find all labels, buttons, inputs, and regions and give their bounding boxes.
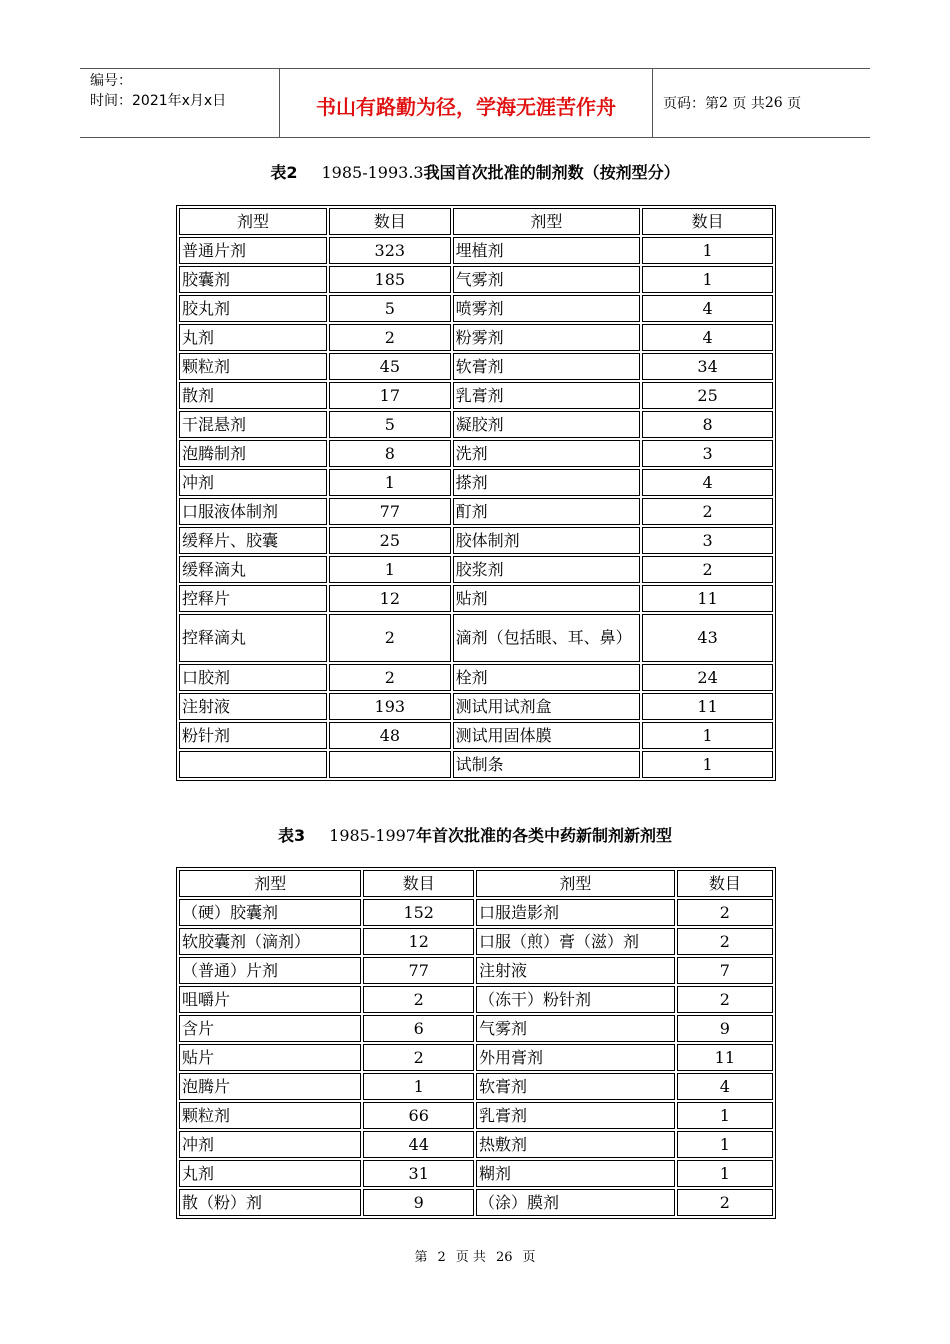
count-cell: 66	[363, 1102, 474, 1129]
count-cell: 185	[329, 266, 451, 293]
count-cell: 77	[363, 957, 474, 984]
dosage-form-cell: 测试用固体膜	[453, 722, 641, 749]
count-cell: 1	[642, 266, 773, 293]
count-cell: 323	[329, 237, 451, 264]
table-row	[179, 324, 773, 351]
table-row	[179, 957, 773, 984]
header-page-info	[653, 69, 870, 137]
column-header: 数目	[677, 870, 773, 897]
count-cell: 1	[329, 469, 451, 496]
count-cell: 34	[642, 353, 773, 380]
count-cell: 2	[363, 986, 474, 1013]
count-cell: 25	[642, 382, 773, 409]
count-cell: 43	[642, 614, 773, 662]
count-cell: 2	[329, 664, 451, 691]
count-cell: 1	[642, 751, 773, 778]
dosage-form-cell: 缓释片、胶囊	[179, 527, 327, 554]
dosage-form-cell: 颗粒剂	[179, 1102, 361, 1129]
dosage-form-cell: 胶浆剂	[453, 556, 641, 583]
footer-prefix: 第	[414, 1250, 428, 1265]
count-cell: 7	[677, 957, 773, 984]
count-cell: 45	[329, 353, 451, 380]
count-cell: 3	[642, 527, 773, 554]
table-row	[179, 353, 773, 380]
count-cell: 12	[363, 928, 474, 955]
serial-label: 编号：	[90, 73, 132, 89]
dosage-form-cell: 搽剂	[453, 469, 641, 496]
table2-caption-label: 表2	[270, 163, 298, 182]
count-cell: 2	[329, 614, 451, 662]
dosage-form-cell: 口服造影剂	[476, 899, 675, 926]
count-cell: 1	[363, 1073, 474, 1100]
dosage-form-cell: 贴剂	[453, 585, 641, 612]
count-cell: 4	[642, 295, 773, 322]
table-row	[179, 382, 773, 409]
table-row	[179, 722, 773, 749]
dosage-form-cell: 凝胶剂	[453, 411, 641, 438]
dosage-form-cell: 试制条	[453, 751, 641, 778]
dosage-form-cell: 乳膏剂	[453, 382, 641, 409]
dosage-form-cell: 冲剂	[179, 469, 327, 496]
count-cell: 9	[677, 1015, 773, 1042]
dosage-form-cell: 埋植剂	[453, 237, 641, 264]
dosage-form-cell: （普通）片剂	[179, 957, 361, 984]
count-cell: 17	[329, 382, 451, 409]
table2-caption	[0, 160, 950, 183]
page-footer	[0, 1246, 950, 1265]
table3-caption-text: 年首次批准的各类中药新制剂新剂型	[415, 826, 672, 845]
column-header: 剂型	[179, 208, 327, 235]
column-header: 数目	[329, 208, 451, 235]
dosage-form-cell: 口服液体制剂	[179, 498, 327, 525]
dosage-form-cell: 口胶剂	[179, 664, 327, 691]
dosage-form-cell: （冻干）粉针剂	[476, 986, 675, 1013]
dosage-form-cell: 干混悬剂	[179, 411, 327, 438]
count-cell: 1	[677, 1131, 773, 1158]
table3-caption-label: 表3	[278, 826, 306, 845]
dosage-form-cell: 贴片	[179, 1044, 361, 1071]
count-cell: 1	[329, 556, 451, 583]
count-cell: 4	[642, 469, 773, 496]
count-cell: 2	[677, 899, 773, 926]
table-row	[179, 527, 773, 554]
table-row	[179, 928, 773, 955]
count-cell: 2	[329, 324, 451, 351]
dosage-form-cell: 糊剂	[476, 1160, 675, 1187]
dosage-form-cell: 注射液	[179, 693, 327, 720]
count-cell	[329, 751, 451, 778]
column-header: 数目	[642, 208, 773, 235]
dosage-form-cell: 含片	[179, 1015, 361, 1042]
count-cell: 2	[642, 498, 773, 525]
table-row	[179, 664, 773, 691]
dosage-form-cell: （涂）膜剂	[476, 1189, 675, 1216]
dosage-form-cell: 气雾剂	[453, 266, 641, 293]
count-cell: 77	[329, 498, 451, 525]
table-row	[179, 1073, 773, 1100]
table-row	[179, 440, 773, 467]
table-row	[179, 469, 773, 496]
footer-total: 26	[495, 1250, 513, 1265]
count-cell: 25	[329, 527, 451, 554]
table-row	[179, 986, 773, 1013]
dosage-form-cell: （硬）胶囊剂	[179, 899, 361, 926]
table-row	[179, 237, 773, 264]
dosage-form-cell: 胶丸剂	[179, 295, 327, 322]
count-cell: 31	[363, 1160, 474, 1187]
header-row	[179, 208, 773, 235]
table-row	[179, 295, 773, 322]
dosage-form-cell: 乳膏剂	[476, 1102, 675, 1129]
count-cell: 2	[363, 1044, 474, 1071]
header-info	[80, 69, 280, 137]
count-cell: 1	[642, 722, 773, 749]
page-number: 2	[719, 95, 728, 111]
count-cell: 11	[642, 693, 773, 720]
column-header: 剂型	[179, 870, 361, 897]
table2	[176, 205, 776, 781]
dosage-form-cell: 咀嚼片	[179, 986, 361, 1013]
footer-suffix: 页	[522, 1250, 536, 1265]
dosage-form-cell: 丸剂	[179, 1160, 361, 1187]
count-cell: 4	[677, 1073, 773, 1100]
table-row	[179, 693, 773, 720]
count-cell: 24	[642, 664, 773, 691]
table3-caption-years: 1985-1997	[329, 826, 416, 845]
table-row	[179, 498, 773, 525]
count-cell: 152	[363, 899, 474, 926]
dosage-form-cell: 注射液	[476, 957, 675, 984]
table-row	[179, 899, 773, 926]
count-cell: 9	[363, 1189, 474, 1216]
column-header: 剂型	[476, 870, 675, 897]
count-cell: 4	[642, 324, 773, 351]
page-header	[80, 68, 870, 138]
count-cell: 8	[329, 440, 451, 467]
count-cell: 3	[642, 440, 773, 467]
count-cell: 5	[329, 295, 451, 322]
count-cell: 2	[677, 1189, 773, 1216]
dosage-form-cell: 洗剂	[453, 440, 641, 467]
table-row	[179, 266, 773, 293]
count-cell: 2	[642, 556, 773, 583]
count-cell: 11	[677, 1044, 773, 1071]
table-row	[179, 585, 773, 612]
dosage-form-cell: 丸剂	[179, 324, 327, 351]
dosage-form-cell: 软膏剂	[453, 353, 641, 380]
table3	[176, 867, 776, 1219]
dosage-form-cell	[179, 751, 327, 778]
count-cell: 1	[642, 237, 773, 264]
count-cell: 2	[677, 928, 773, 955]
dosage-form-cell: 酊剂	[453, 498, 641, 525]
count-cell: 48	[329, 722, 451, 749]
count-cell: 5	[329, 411, 451, 438]
dosage-form-cell: 泡腾片	[179, 1073, 361, 1100]
dosage-form-cell: 测试用试剂盒	[453, 693, 641, 720]
dosage-form-cell: 滴剂（包括眼、耳、鼻）	[453, 614, 641, 662]
table3-caption	[0, 823, 950, 846]
table-row	[179, 1131, 773, 1158]
page-suffix: 页	[787, 96, 802, 112]
footer-page: 2	[437, 1250, 446, 1265]
count-cell: 12	[329, 585, 451, 612]
table-row	[179, 1015, 773, 1042]
table-row	[179, 1189, 773, 1216]
dosage-form-cell: 缓释滴丸	[179, 556, 327, 583]
count-cell: 193	[329, 693, 451, 720]
count-cell: 44	[363, 1131, 474, 1158]
dosage-form-cell: 控释滴丸	[179, 614, 327, 662]
dosage-form-cell: 软胶囊剂（滴剂）	[179, 928, 361, 955]
page-mid: 页 共	[732, 96, 765, 112]
dosage-form-cell: 气雾剂	[476, 1015, 675, 1042]
dosage-form-cell: 喷雾剂	[453, 295, 641, 322]
column-header: 数目	[363, 870, 474, 897]
dosage-form-cell: 散剂	[179, 382, 327, 409]
dosage-form-cell: 口服（煎）膏（滋）剂	[476, 928, 675, 955]
dosage-form-cell: 胶体制剂	[453, 527, 641, 554]
dosage-form-cell: 控释片	[179, 585, 327, 612]
table-row	[179, 1102, 773, 1129]
table2-caption-years: 1985-1993.3	[321, 163, 424, 182]
table-row	[179, 556, 773, 583]
dosage-form-cell: 冲剂	[179, 1131, 361, 1158]
dosage-form-cell: 普通片剂	[179, 237, 327, 264]
header-motto: 书山有路勤为径，学海无涯苦作舟	[280, 69, 653, 137]
table-row	[179, 614, 773, 662]
header-row	[179, 870, 773, 897]
count-cell: 6	[363, 1015, 474, 1042]
dosage-form-cell: 粉针剂	[179, 722, 327, 749]
footer-mid: 页 共	[455, 1250, 486, 1265]
dosage-form-cell: 散（粉）剂	[179, 1189, 361, 1216]
table-row	[179, 411, 773, 438]
time-label: 时间：2021年x月x日	[90, 93, 227, 109]
table-row	[179, 751, 773, 778]
column-header: 剂型	[453, 208, 641, 235]
dosage-form-cell: 胶囊剂	[179, 266, 327, 293]
dosage-form-cell: 泡腾制剂	[179, 440, 327, 467]
dosage-form-cell: 软膏剂	[476, 1073, 675, 1100]
count-cell: 11	[642, 585, 773, 612]
count-cell: 1	[677, 1160, 773, 1187]
dosage-form-cell: 颗粒剂	[179, 353, 327, 380]
table-row	[179, 1160, 773, 1187]
page-prefix: 页码：第	[663, 96, 719, 112]
table-row	[179, 1044, 773, 1071]
dosage-form-cell: 粉雾剂	[453, 324, 641, 351]
dosage-form-cell: 热敷剂	[476, 1131, 675, 1158]
count-cell: 8	[642, 411, 773, 438]
dosage-form-cell: 外用膏剂	[476, 1044, 675, 1071]
dosage-form-cell: 栓剂	[453, 664, 641, 691]
table2-caption-text: 我国首次批准的制剂数（按剂型分）	[423, 163, 680, 182]
count-cell: 1	[677, 1102, 773, 1129]
page-total: 26	[764, 95, 783, 111]
count-cell: 2	[677, 986, 773, 1013]
